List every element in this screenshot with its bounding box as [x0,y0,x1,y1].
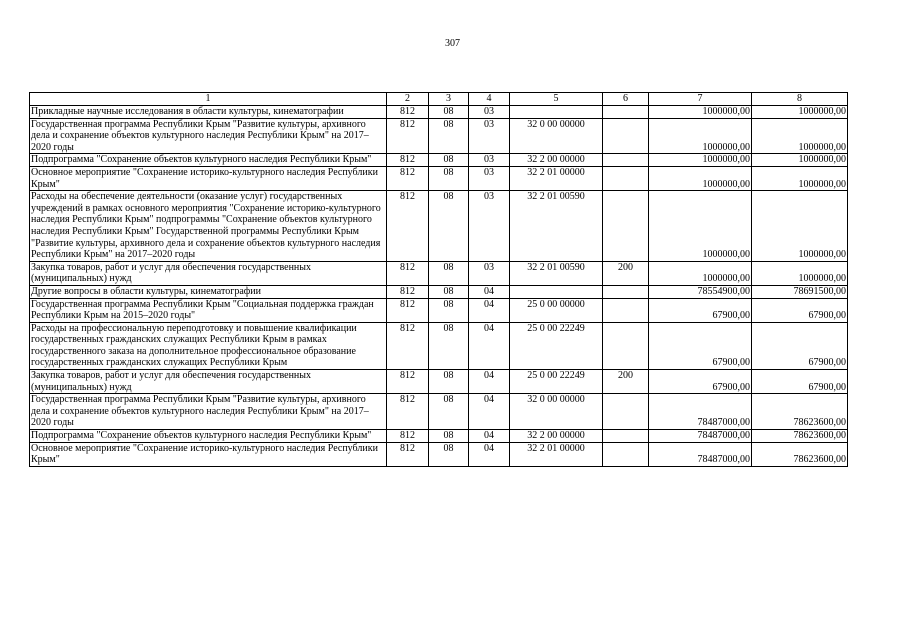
gov-code-cell: 812 [387,166,429,190]
gov-code-cell: 812 [387,285,429,298]
expense-type-cell [603,154,649,167]
header-cell: 6 [603,93,649,106]
amount-year2-cell: 78623600,00 [752,442,848,466]
header-cell: 5 [510,93,603,106]
section-code-cell: 08 [429,285,469,298]
header-cell: 2 [387,93,429,106]
subsection-code-cell: 04 [469,430,510,443]
gov-code-cell: 812 [387,106,429,119]
gov-code-cell: 812 [387,118,429,154]
gov-code-cell: 812 [387,322,429,369]
amount-year2-cell: 1000000,00 [752,106,848,119]
amount-year2-cell: 67900,00 [752,370,848,394]
target-item-cell: 32 2 00 00000 [510,430,603,443]
expense-type-cell [603,106,649,119]
amount-year1-cell: 78487000,00 [649,430,752,443]
gov-code-cell: 812 [387,370,429,394]
amount-year1-cell: 1000000,00 [649,118,752,154]
row-name-cell: Государственная программа Республики Крым "Социальная поддержка граждан Республики Крым на 2015–2020 годы" [30,298,387,322]
expense-type-cell [603,298,649,322]
expense-type-cell [603,394,649,430]
subsection-code-cell: 03 [469,261,510,285]
amount-year1-cell: 1000000,00 [649,154,752,167]
expense-type-cell [603,285,649,298]
target-item-cell: 32 0 00 00000 [510,118,603,154]
target-item-cell: 32 2 01 00590 [510,191,603,262]
amount-year2-cell: 1000000,00 [752,118,848,154]
amount-year2-cell: 78623600,00 [752,394,848,430]
amount-year1-cell: 1000000,00 [649,191,752,262]
page-number: 307 [445,38,460,49]
gov-code-cell: 812 [387,191,429,262]
target-item-cell: 32 0 00 00000 [510,394,603,430]
section-code-cell: 08 [429,166,469,190]
table-row [30,154,848,167]
expense-type-cell: 200 [603,370,649,394]
subsection-code-cell: 03 [469,166,510,190]
amount-year1-cell: 1000000,00 [649,261,752,285]
row-name-cell: Основное мероприятие "Сохранение историко-культурного наследия Республики Крым" [30,166,387,190]
section-code-cell: 08 [429,322,469,369]
row-name-cell: Государственная программа Республики Крым "Развитие культуры, архивного дела и сохранение объектов культурного наследия Республики Крым" на 2017–2020 годы [30,394,387,430]
row-name-cell: Основное мероприятие "Сохранение историко-культурного наследия Республики Крым" [30,442,387,466]
subsection-code-cell: 03 [469,106,510,119]
gov-code-cell: 812 [387,261,429,285]
subsection-code-cell: 04 [469,394,510,430]
subsection-code-cell: 04 [469,442,510,466]
amount-year2-cell: 67900,00 [752,298,848,322]
target-item-cell [510,285,603,298]
gov-code-cell: 812 [387,442,429,466]
section-code-cell: 08 [429,442,469,466]
expense-type-cell [603,322,649,369]
amount-year1-cell: 67900,00 [649,298,752,322]
gov-code-cell: 812 [387,298,429,322]
amount-year2-cell: 1000000,00 [752,191,848,262]
header-cell: 8 [752,93,848,106]
subsection-code-cell: 04 [469,370,510,394]
table-row [30,261,848,285]
table-row [30,430,848,443]
expense-type-cell [603,430,649,443]
row-name-cell: Другие вопросы в области культуры, кинематографии [30,285,387,298]
table-body [30,93,848,467]
target-item-cell: 32 2 01 00590 [510,261,603,285]
row-name-cell: Подпрограмма "Сохранение объектов культурного наследия Республики Крым" [30,430,387,443]
amount-year1-cell: 78487000,00 [649,442,752,466]
header-cell: 4 [469,93,510,106]
section-code-cell: 08 [429,394,469,430]
row-name-cell: Закупка товаров, работ и услуг для обеспечения государственных (муниципальных) нужд [30,261,387,285]
target-item-cell: 25 0 00 22249 [510,370,603,394]
amount-year1-cell: 78487000,00 [649,394,752,430]
table-row [30,285,848,298]
amount-year2-cell: 1000000,00 [752,154,848,167]
section-code-cell: 08 [429,370,469,394]
table-row [30,322,848,369]
gov-code-cell: 812 [387,430,429,443]
amount-year1-cell: 67900,00 [649,370,752,394]
gov-code-cell: 812 [387,154,429,167]
target-item-cell: 32 2 01 00000 [510,442,603,466]
section-code-cell: 08 [429,298,469,322]
subsection-code-cell: 03 [469,118,510,154]
expense-type-cell [603,442,649,466]
table-row [30,298,848,322]
amount-year1-cell: 78554900,00 [649,285,752,298]
section-code-cell: 08 [429,191,469,262]
section-code-cell: 08 [429,106,469,119]
subsection-code-cell: 03 [469,191,510,262]
amount-year1-cell: 1000000,00 [649,166,752,190]
target-item-cell [510,106,603,119]
amount-year2-cell: 1000000,00 [752,261,848,285]
header-row [30,93,848,106]
section-code-cell: 08 [429,261,469,285]
header-cell: 1 [30,93,387,106]
table-row [30,442,848,466]
target-item-cell: 32 2 00 00000 [510,154,603,167]
header-cell: 3 [429,93,469,106]
expense-type-cell [603,191,649,262]
table-row [30,166,848,190]
amount-year2-cell: 78691500,00 [752,285,848,298]
section-code-cell: 08 [429,430,469,443]
table-row [30,191,848,262]
subsection-code-cell: 04 [469,285,510,298]
amount-year1-cell: 67900,00 [649,322,752,369]
row-name-cell: Прикладные научные исследования в области культуры, кинематографии [30,106,387,119]
expense-type-cell: 200 [603,261,649,285]
subsection-code-cell: 04 [469,322,510,369]
target-item-cell: 32 2 01 00000 [510,166,603,190]
header-cell: 7 [649,93,752,106]
gov-code-cell: 812 [387,394,429,430]
subsection-code-cell: 03 [469,154,510,167]
amount-year1-cell: 1000000,00 [649,106,752,119]
amount-year2-cell: 67900,00 [752,322,848,369]
section-code-cell: 08 [429,154,469,167]
row-name-cell: Подпрограмма "Сохранение объектов культурного наследия Республики Крым" [30,154,387,167]
table-row [30,118,848,154]
section-code-cell: 08 [429,118,469,154]
row-name-cell: Закупка товаров, работ и услуг для обеспечения государственных (муниципальных) нужд [30,370,387,394]
row-name-cell: Расходы на профессиональную переподготовку и повышение квалификации государственных гражданских служащих Республики Крым в рамках государственного заказа на дополнительное профессиональное образование государственных гражданских служащих Республики Крым [30,322,387,369]
table-row [30,106,848,119]
expense-type-cell [603,118,649,154]
budget-table [29,92,848,467]
subsection-code-cell: 04 [469,298,510,322]
target-item-cell: 25 0 00 00000 [510,298,603,322]
amount-year2-cell: 1000000,00 [752,166,848,190]
table-row [30,370,848,394]
target-item-cell: 25 0 00 22249 [510,322,603,369]
expense-type-cell [603,166,649,190]
amount-year2-cell: 78623600,00 [752,430,848,443]
table-row [30,394,848,430]
row-name-cell: Расходы на обеспечение деятельности (оказание услуг) государственных учреждений в рамках основного мероприятия "Сохранение историко-культурного наследия Республики Крым" подпрограммы "Сохранение объектов культурного наследия Республики Крым" Государственной программы Республики Крым "Развитие культуры, архивного дела и сохранение объектов культурного наследия Республики Крым" на 2017–2020 годы [30,191,387,262]
row-name-cell: Государственная программа Республики Крым "Развитие культуры, архивного дела и сохранение объектов культурного наследия Республики Крым" на 2017–2020 годы [30,118,387,154]
